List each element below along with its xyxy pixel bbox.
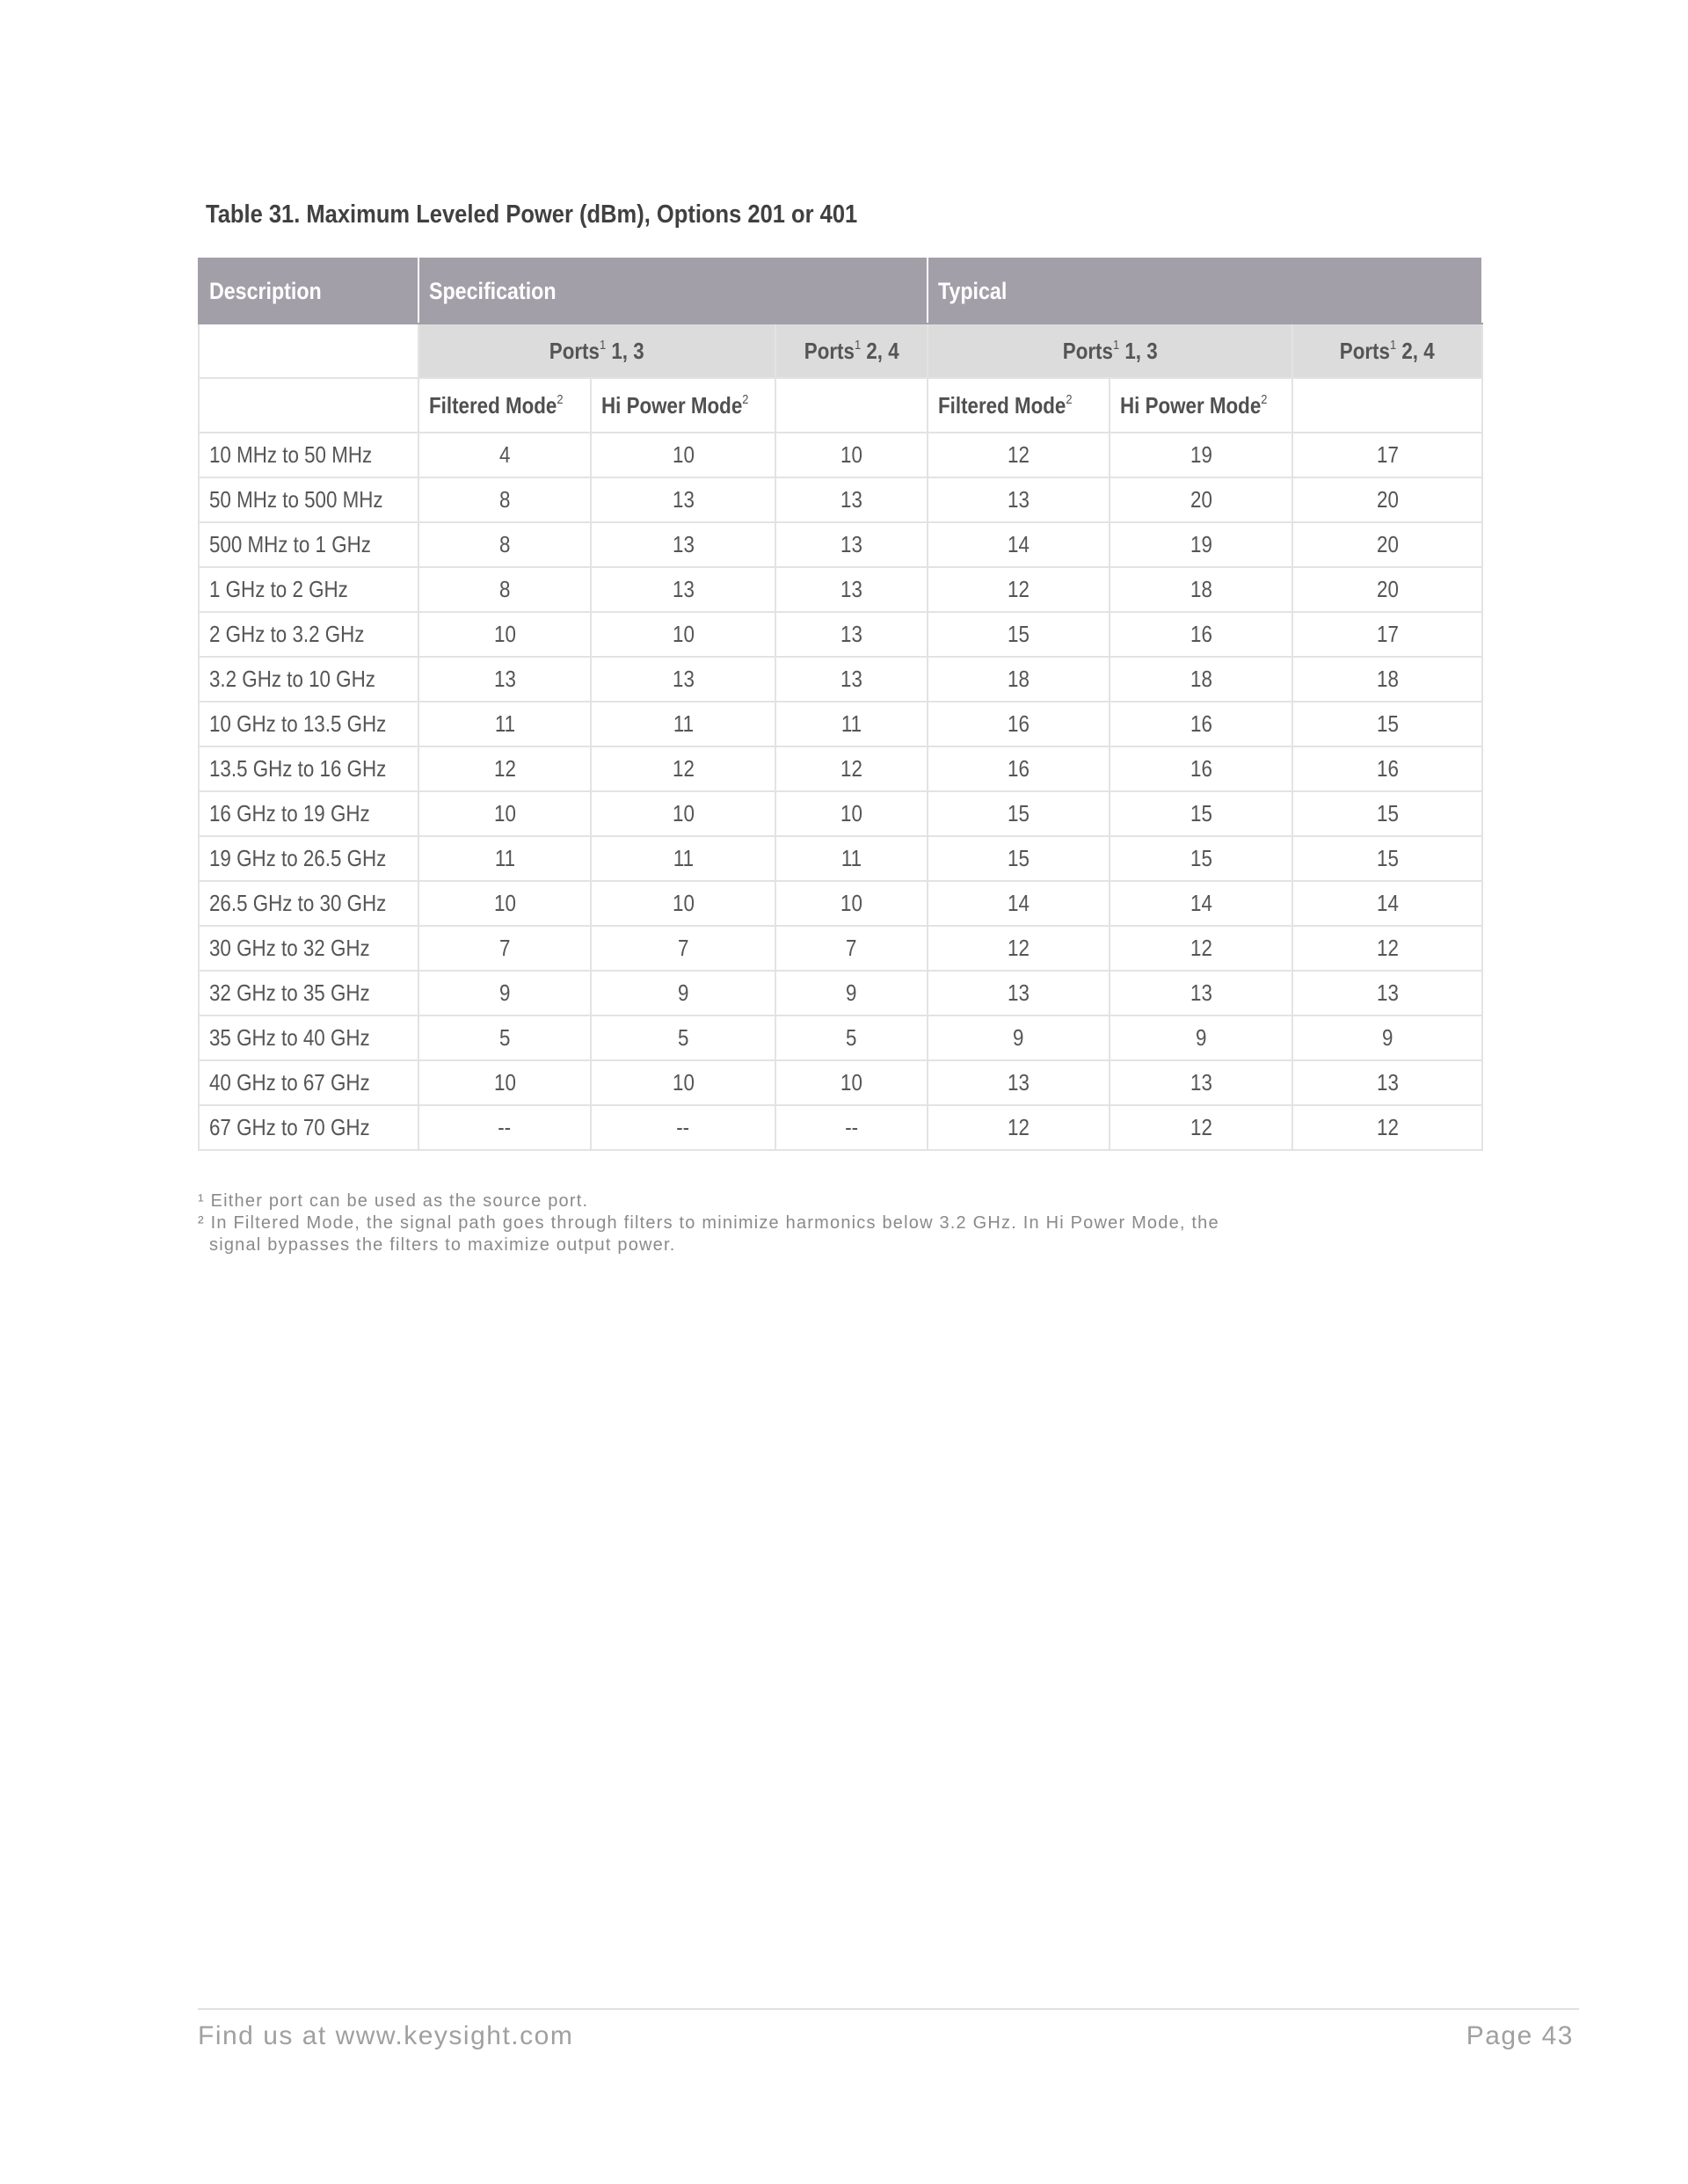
frequency-range-cell: 32 GHz to 35 GHz [199, 971, 418, 1016]
table-row [199, 1105, 1482, 1150]
header-typ-ports-2-4: Ports$^1$ 2, 4 [1292, 324, 1482, 378]
power-value-cell: 20 [1292, 477, 1482, 522]
frequency-range-cell: 500 MHz to 1 GHz [199, 522, 418, 567]
footer-website: Find us at www.keysight.com [198, 2021, 574, 2050]
power-value-cell: 20 [1292, 567, 1482, 612]
power-value-cell: 13 [591, 522, 775, 567]
power-value-cell: 12 [1292, 1105, 1482, 1150]
power-value-cell: 16 [1110, 746, 1292, 791]
frequency-range-cell: 26.5 GHz to 30 GHz [199, 881, 418, 926]
footnote-1: ¹ Either port can be used as the source port. [198, 1191, 589, 1211]
frequency-range-cell: 2 GHz to 3.2 GHz [199, 612, 418, 657]
table-row [199, 1016, 1482, 1060]
power-value-cell: 13 [591, 477, 775, 522]
power-value-cell: 13 [775, 567, 928, 612]
power-value-cell: 9 [928, 1016, 1110, 1060]
header-spec-hi-power-mode: Hi Power Mode$^2$ [591, 378, 775, 433]
power-value-cell: 8 [418, 567, 591, 612]
header-row-ports [199, 324, 1482, 378]
power-value-cell: 11 [775, 702, 928, 746]
power-value-cell: 16 [1110, 702, 1292, 746]
table-row [199, 971, 1482, 1016]
power-value-cell: 15 [928, 836, 1110, 881]
power-value-cell: 13 [591, 567, 775, 612]
power-value-cell: 13 [418, 657, 591, 702]
frequency-range-cell: 10 GHz to 13.5 GHz [199, 702, 418, 746]
header-typ-filtered-mode: Filtered Mode$^2$ [928, 378, 1110, 433]
power-value-cell: 16 [928, 702, 1110, 746]
table-row [199, 746, 1482, 791]
power-value-cell: 8 [418, 477, 591, 522]
table-row [199, 433, 1482, 477]
power-value-cell: 12 [1292, 926, 1482, 971]
power-value-cell: 13 [775, 477, 928, 522]
power-value-cell: 10 [418, 881, 591, 926]
power-value-cell: 20 [1110, 477, 1292, 522]
table-row [199, 1060, 1482, 1105]
power-value-cell: 7 [775, 926, 928, 971]
power-value-cell: 16 [1110, 612, 1292, 657]
power-value-cell: 15 [928, 791, 1110, 836]
header-typ-ports-1-3: Ports$^1$ 1, 3 [928, 324, 1292, 378]
power-value-cell: 10 [591, 791, 775, 836]
frequency-range-cell: 1 GHz to 2 GHz [199, 567, 418, 612]
frequency-range-cell: 16 GHz to 19 GHz [199, 791, 418, 836]
power-value-cell: 14 [1110, 881, 1292, 926]
footer-divider [198, 2008, 1579, 2010]
power-value-cell: 13 [775, 612, 928, 657]
power-value-cell: 18 [1292, 657, 1482, 702]
power-value-cell: 13 [775, 657, 928, 702]
table-row [199, 881, 1482, 926]
power-value-cell: 10 [591, 881, 775, 926]
power-value-cell: -- [591, 1105, 775, 1150]
header-spec-ports-2-4: Ports$^1$ 2, 4 [775, 324, 928, 378]
header-spec-ports-1-3: Ports$^1$ 1, 3 [418, 324, 775, 378]
power-value-cell: 12 [928, 567, 1110, 612]
table-row [199, 836, 1482, 881]
power-value-cell: 10 [418, 791, 591, 836]
power-value-cell: 11 [591, 702, 775, 746]
frequency-range-cell: 13.5 GHz to 16 GHz [199, 746, 418, 791]
table-caption: Table 31. Maximum Leveled Power (dBm), Options 201 or 401 [206, 200, 858, 229]
power-value-cell: 12 [928, 433, 1110, 477]
power-value-cell: 5 [775, 1016, 928, 1060]
power-value-cell: 15 [1292, 836, 1482, 881]
power-value-cell: 12 [1110, 926, 1292, 971]
header-typ-hi-power-mode: Hi Power Mode$^2$ [1110, 378, 1292, 433]
max-leveled-power-table [198, 258, 1483, 1151]
power-value-cell: 14 [928, 881, 1110, 926]
power-value-cell: 13 [928, 1060, 1110, 1105]
power-value-cell: 11 [418, 702, 591, 746]
frequency-range-cell: 30 GHz to 32 GHz [199, 926, 418, 971]
table-row [199, 702, 1482, 746]
power-value-cell: 13 [1110, 971, 1292, 1016]
power-value-cell: 17 [1292, 433, 1482, 477]
power-value-cell: 14 [928, 522, 1110, 567]
power-value-cell: 12 [591, 746, 775, 791]
power-value-cell: 15 [1292, 702, 1482, 746]
power-value-cell: 7 [591, 926, 775, 971]
header-typical: Typical [928, 258, 1482, 324]
power-value-cell: 10 [591, 433, 775, 477]
power-value-cell: 15 [1292, 791, 1482, 836]
header-spec-filtered-mode: Filtered Mode$^2$ [418, 378, 591, 433]
power-value-cell: 10 [418, 1060, 591, 1105]
frequency-range-cell: 50 MHz to 500 MHz [199, 477, 418, 522]
power-value-cell: 20 [1292, 522, 1482, 567]
power-value-cell: 17 [1292, 612, 1482, 657]
table-row [199, 657, 1482, 702]
header-row-groups [199, 258, 1482, 324]
power-value-cell: 12 [928, 926, 1110, 971]
power-value-cell: 13 [1292, 971, 1482, 1016]
power-value-cell: 15 [1110, 791, 1292, 836]
power-value-cell: -- [418, 1105, 591, 1150]
power-value-cell: 5 [591, 1016, 775, 1060]
header-ports-blank [199, 324, 418, 378]
frequency-range-cell: 40 GHz to 67 GHz [199, 1060, 418, 1105]
header-specification: Specification [418, 258, 928, 324]
power-value-cell: 13 [1292, 1060, 1482, 1105]
power-value-cell: 12 [418, 746, 591, 791]
power-value-cell: 11 [591, 836, 775, 881]
power-value-cell: 10 [591, 612, 775, 657]
footnote-2-continued: signal bypasses the filters to maximize output power. [209, 1235, 676, 1255]
footer-page-number: Page 43 [1466, 2021, 1574, 2050]
power-value-cell: 11 [418, 836, 591, 881]
header-description: Description [199, 258, 418, 324]
table-row [199, 477, 1482, 522]
power-value-cell: 15 [1110, 836, 1292, 881]
power-value-cell: 9 [418, 971, 591, 1016]
footnotes [198, 1190, 1219, 1256]
power-value-cell: 10 [591, 1060, 775, 1105]
power-value-cell: 12 [1110, 1105, 1292, 1150]
power-value-cell: 10 [775, 791, 928, 836]
frequency-range-cell: 3.2 GHz to 10 GHz [199, 657, 418, 702]
power-value-cell: 13 [1110, 1060, 1292, 1105]
header-row-modes [199, 378, 1482, 433]
power-value-cell: 14 [1292, 881, 1482, 926]
frequency-range-cell: 19 GHz to 26.5 GHz [199, 836, 418, 881]
power-value-cell: 10 [418, 612, 591, 657]
power-value-cell: 16 [1292, 746, 1482, 791]
power-value-cell: 13 [591, 657, 775, 702]
table-row [199, 612, 1482, 657]
power-value-cell: 15 [928, 612, 1110, 657]
table-row [199, 567, 1482, 612]
frequency-range-cell: 10 MHz to 50 MHz [199, 433, 418, 477]
power-value-cell: 16 [928, 746, 1110, 791]
power-value-cell: 13 [928, 971, 1110, 1016]
power-value-cell: 4 [418, 433, 591, 477]
power-value-cell: 13 [775, 522, 928, 567]
power-value-cell: -- [775, 1105, 928, 1150]
power-value-cell: 8 [418, 522, 591, 567]
power-value-cell: 5 [418, 1016, 591, 1060]
power-value-cell: 10 [775, 881, 928, 926]
header-spec-ports-2-4-mode-blank [775, 378, 928, 433]
power-value-cell: 9 [775, 971, 928, 1016]
power-value-cell: 18 [928, 657, 1110, 702]
frequency-range-cell: 35 GHz to 40 GHz [199, 1016, 418, 1060]
power-value-cell: 9 [591, 971, 775, 1016]
power-value-cell: 18 [1110, 567, 1292, 612]
table-row [199, 791, 1482, 836]
power-value-cell: 9 [1110, 1016, 1292, 1060]
power-value-cell: 10 [775, 433, 928, 477]
table-row [199, 926, 1482, 971]
power-value-cell: 18 [1110, 657, 1292, 702]
power-value-cell: 10 [775, 1060, 928, 1105]
header-typ-ports-2-4-mode-blank [1292, 378, 1482, 433]
power-value-cell: 11 [775, 836, 928, 881]
power-value-cell: 12 [775, 746, 928, 791]
power-value-cell: 13 [928, 477, 1110, 522]
header-modes-blank [199, 378, 418, 433]
frequency-range-cell: 67 GHz to 70 GHz [199, 1105, 418, 1150]
power-value-cell: 19 [1110, 433, 1292, 477]
power-value-cell: 7 [418, 926, 591, 971]
table-row [199, 522, 1482, 567]
power-value-cell: 9 [1292, 1016, 1482, 1060]
footnote-2: ² In Filtered Mode, the signal path goes through filters to minimize harmonics below 3.2 GHz. In Hi Power Mode, the [198, 1213, 1219, 1233]
power-value-cell: 19 [1110, 522, 1292, 567]
power-value-cell: 12 [928, 1105, 1110, 1150]
